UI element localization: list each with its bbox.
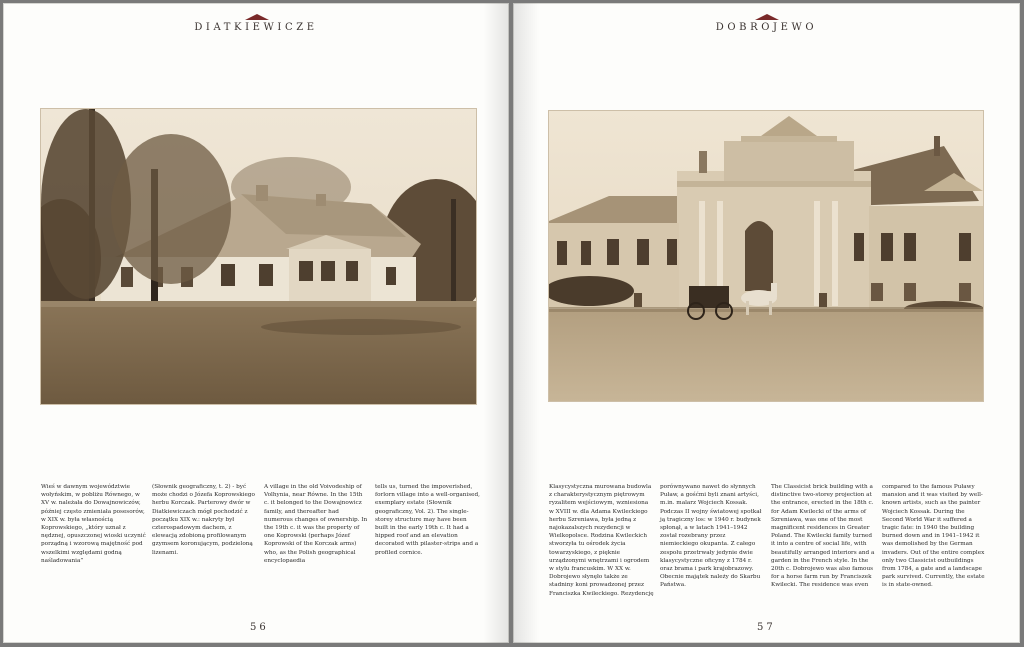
paragraph-en-2: compared to the famous Puławy mansion and it was visited by well-known artists, such as the painter Wojciech Kossak. During the Second World War it suffered a tragic fate: in 1940 the building burned down and in 1941–1942 it was demolished by the German invaders. Out of the entire complex only two Classicist outbuildings from 1784, a gate and a landscape park survived. Currently, the estate is in state-owned. (882, 484, 985, 589)
paragraph-pl-2: (Słownik geograficzny, t. 2) - być może chodzi o Józefa Koprowskiego herbu Korczak. Parterowy dwór w Diatkiewiczach mógł pochodzić z początku XIX w.: nakryty był czterospadowym dachem, z elewacją zdobioną profilowanym gzymsem koronującym, podzieloną lizenami. (152, 484, 255, 556)
text-column-en-2 (882, 483, 987, 590)
gutter-shadow (513, 3, 539, 643)
paragraph-pl-2: porównywano nawet do słynnych Puław, a gośćmi byli znani artyści, m.in. malarz Wojciech Kossak. Podczas II wojny światowej spotkał ją tragiczny los: w 1940 r. budynek spłonął, a w latach 1941–1942 został rozebrany przez niemieckiego okupanta. Z całego zespołu przetrwały jedynie dwie klasycystyczne oficyny z 1784 r. oraz brama i park krajobrazowy. Obecnie majątek należy do Skarbu Państwa. (660, 484, 762, 589)
running-title-right: DOBROJEWO (715, 22, 818, 33)
text-column-pl-2 (152, 483, 257, 557)
photo-diatkiewicze-manor (41, 109, 476, 404)
paragraph-en-2: tells us, turned the impoverished, forlorn village into a well-organised, exemplary estate (Słownik geograficzny, Vol. 2). The single-storey structure may have been built in the early 19th c. It had a hipped roof and an elevation decorated with pilaster-strips and a profiled cornice. (375, 484, 480, 556)
paragraph-pl-1: Wieś w dawnym województwie wołyńskim, w pobliżu Równego, w XV w. należała do Dowajnowiczów, później często zmieniała posesorów, w XIX w. była własnością Koprowskiego, „który uznał z nędznej, opuszczonej wioski uczynić porządną i wzorową majętność pod wszelkimi względami godną naśladowania” (41, 484, 146, 564)
sepia-photo-palace (549, 111, 983, 401)
text-column-en-1 (264, 483, 369, 565)
page-number-left: 56 (250, 622, 269, 633)
roof-ornament-icon (245, 14, 269, 20)
left-page (3, 3, 509, 643)
text-column-pl-1 (41, 483, 146, 565)
text-column-pl-1 (549, 483, 654, 598)
roof-ornament-icon (755, 14, 779, 20)
page-number-right: 57 (757, 622, 776, 633)
paragraph-en-1: A village in the old Voivodeship of Volhynia, near Równe. In the 15th c. it belonged to the Dowajnowicz family, and thereafter had numerous changes of ownership. In the 19th c. it was the property of one Koprowski (perhaps Józef Koprowski of the Korczak arms) who, as the Polish geographical encyclopaedia (264, 484, 368, 564)
paragraph-pl-1: Klasycystyczna murowana budowla z charakterystycznym piętrowym ryzalitem wejściowym, wzniesiona w XVIII w. dla Adama Kwileckiego herbu Szreniawa, była jedną z najokazalszych rezydencji w Wielkopolsce. Rodzina Kwileckich stworzyła tu ośrodek życia towarzyskiego, z pięknie urządzonymi wnętrzami i ogrodem w stylu francuskim. W XX w. Dobrojewo słynęło także ze stadniny koni prowadzonej przez Franciszka Kwileckiego. Rezydencję (549, 484, 654, 597)
sepia-photo-manor (41, 109, 476, 404)
text-column-en-1 (771, 483, 876, 590)
paragraph-en-1: The Classicist brick building with a distinctive two-storey projection at the entrance, erected in the 18th c. for Adam Kwilecki of the arms of Szreniawa, was one of the most magnificent residences in Greater Poland. The Kwilecki family turned it into a centre of social life, with beautifully arranged interiors and a garden in the French style. In the 20th c. Dobrojewo was also famous for a horse farm run by Franciszek Kwilecki. The residence was even (771, 484, 875, 589)
text-column-en-2 (375, 483, 480, 557)
gutter-shadow (483, 3, 509, 643)
photo-dobrojewo-palace (549, 111, 983, 401)
right-page (513, 3, 1020, 643)
running-title-left: DIATKIEWICZE (194, 22, 318, 33)
text-column-pl-2 (660, 483, 765, 590)
